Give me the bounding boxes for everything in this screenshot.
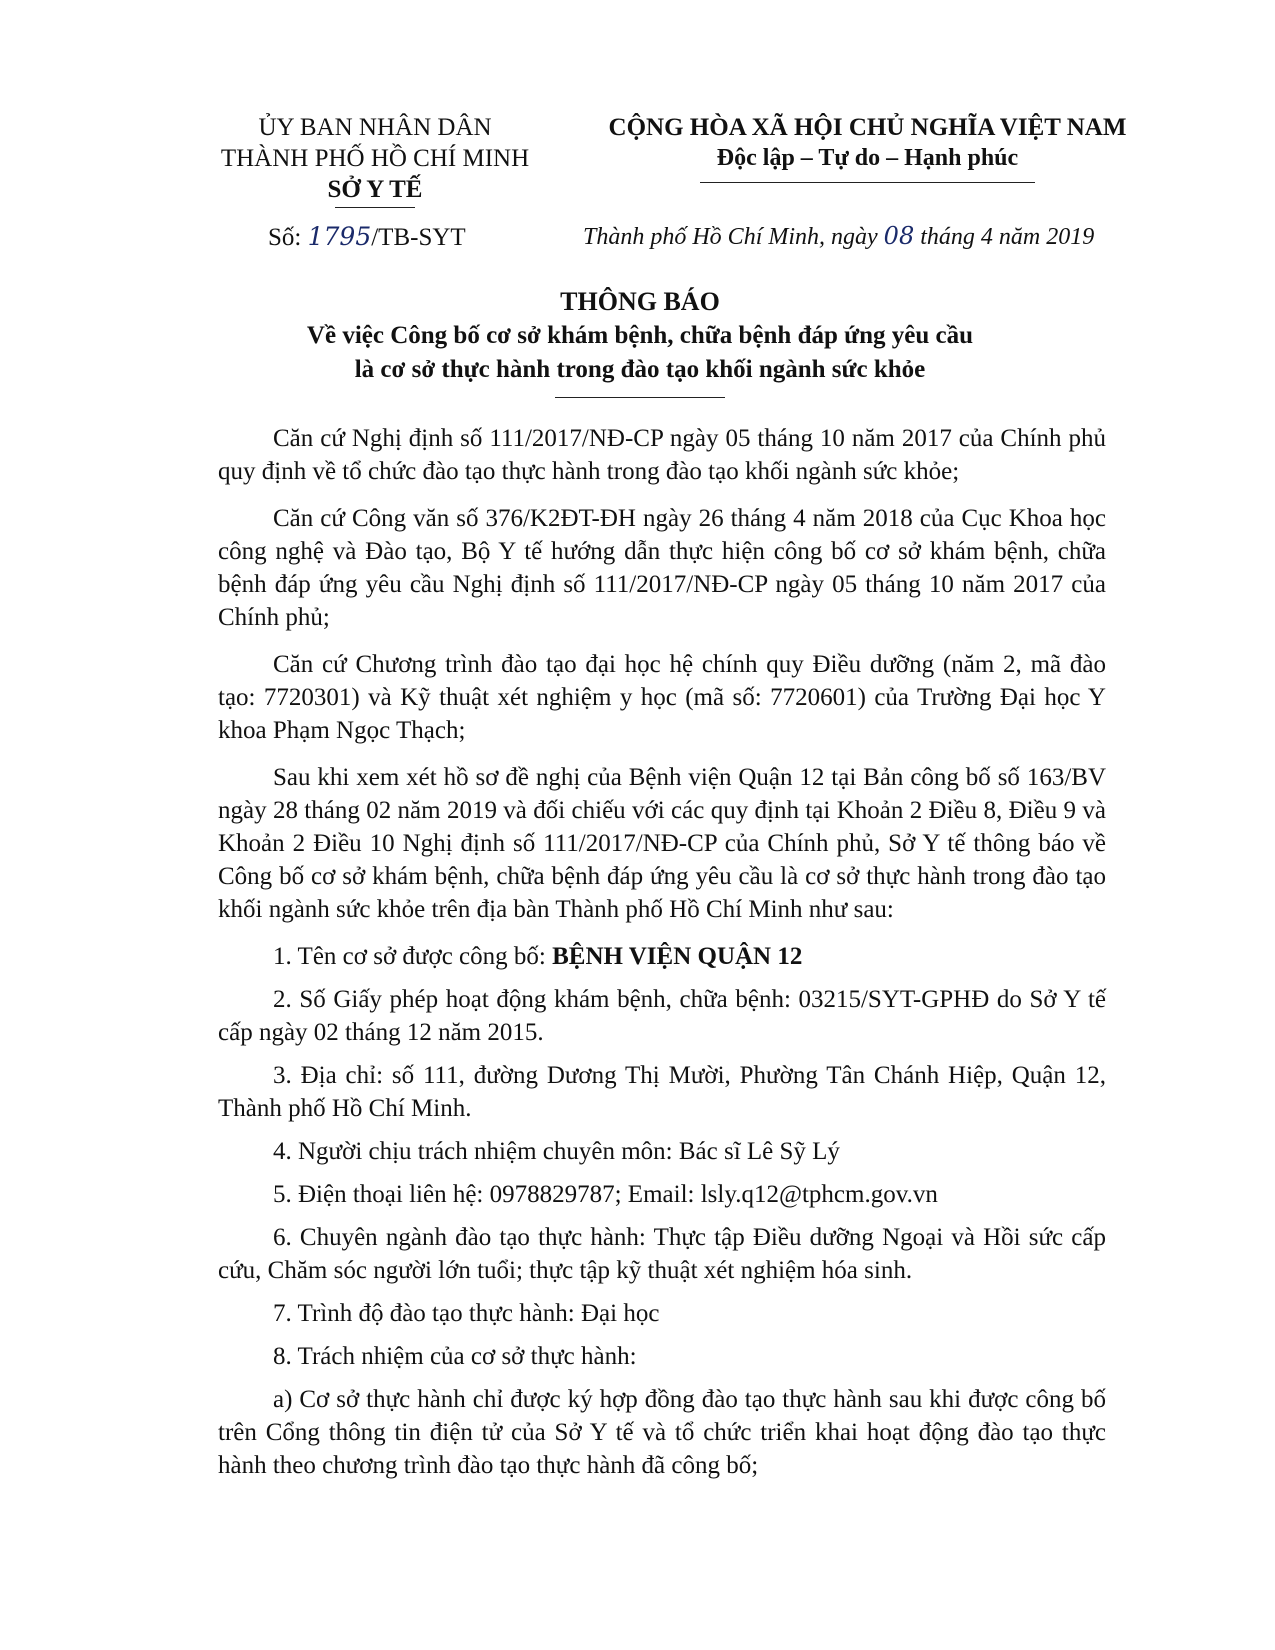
item-7: 7. Trình độ đào tạo thực hành: Đại học	[273, 1300, 660, 1327]
authority-underline	[335, 207, 415, 208]
date-before: Thành phố Hồ Chí Minh, ngày	[583, 224, 884, 250]
doc-number-prefix: Số:	[268, 224, 308, 251]
authority-line-3: SỞ Y TẾ	[327, 176, 423, 203]
item-4: 4. Người chịu trách nhiệm chuyên môn: Bác sĩ Lê Sỹ Lý	[273, 1138, 840, 1165]
authority-line-1: ỦY BAN NHÂN DÂN	[258, 114, 492, 141]
basis-paragraph-2: Căn cứ Công văn số 376/K2ĐT-ĐH ngày 26 tháng 4 năm 2018 của Cục Khoa học công nghệ và Đào tạo, Bộ Y tế hướng dẫn thực hiện công bố cơ sở khám bệnh, chữa bệnh đáp ứng yêu cầu Nghị định số 111/2017/NĐ-CP ngày 05 tháng 10 năm 2017 của Chính phủ;	[218, 505, 1106, 631]
item-8a: a) Cơ sở thực hành chỉ được ký hợp đồng đào tạo thực hành sau khi được công bố trên Cổng thông tin điện tử của Sở Y tế và tổ chức triển khai hoạt động đào tạo thực hành theo chương trình đào tạo thực hành đã công bố;	[218, 1386, 1106, 1479]
date-handwritten-day: 08	[883, 222, 915, 250]
authority-line-2: THÀNH PHỐ HỒ CHÍ MINH	[220, 145, 530, 172]
document-number	[268, 222, 466, 252]
item-1-label: 1. Tên cơ sở được công bố:	[273, 943, 553, 970]
item-2: 2. Số Giấy phép hoạt động khám bệnh, chữa bệnh: 03215/SYT-GPHĐ do Sở Y tế cấp ngày 02 tháng 12 năm 2015.	[218, 986, 1106, 1046]
item-1-value: BỆNH VIỆN QUẬN 12	[552, 943, 803, 970]
place-and-date	[583, 222, 1094, 251]
title-line-3: là cơ sở thực hành trong đào tạo khối ngành sức khỏe	[354, 356, 926, 383]
national-motto: Độc lập – Tự do – Hạnh phúc	[716, 145, 1019, 171]
basis-paragraph-4: Sau khi xem xét hồ sơ đề nghị của Bệnh viện Quận 12 tại Bản công bố số 163/BV ngày 28 tháng 02 năm 2019 và đối chiếu với các quy định tại Khoản 2 Điều 8, Điều 9 và Khoản 2 Điều 10 Nghị định số 111/2017/NĐ-CP của Chính phủ, Sở Y tế thông báo về Công bố cơ sở khám bệnh, chữa bệnh đáp ứng yêu cầu là cơ sở thực hành trong đào tạo khối ngành sức khỏe trên địa bàn Thành phố Hồ Chí Minh như sau:	[218, 764, 1106, 923]
doc-number-handwritten: 1795	[307, 222, 372, 251]
title-line-2: Về việc Công bố cơ sở khám bệnh, chữa bệnh đáp ứng yêu cầu	[306, 322, 974, 349]
item-1	[218, 940, 1106, 973]
item-6: 6. Chuyên ngành đào tạo thực hành: Thực tập Điều dưỡng Ngoại và Hồi sức cấp cứu, Chăm sóc người lớn tuổi; thực tập kỹ thuật xét nghiệm hóa sinh.	[218, 1224, 1106, 1284]
issuing-authority	[195, 112, 555, 208]
item-8: 8. Trách nhiệm của cơ sở thực hành:	[273, 1343, 637, 1370]
title-line-1: THÔNG BÁO	[560, 287, 720, 316]
basis-paragraph-3: Căn cứ Chương trình đào tạo đại học hệ chính quy Điều dưỡng (năm 2, mã đào tạo: 7720301) và Kỹ thuật xét nghiệm y học (mã số: 7720601) của Trường Đại học Y khoa Phạm Ngọc Thạch;	[218, 651, 1106, 744]
doc-number-suffix: /TB-SYT	[371, 224, 466, 251]
title-underline	[555, 397, 725, 398]
item-5: 5. Điện thoại liên hệ: 0978829787; Email: lsly.q12@tphcm.gov.vn	[273, 1181, 938, 1208]
item-3: 3. Địa chỉ: số 111, đường Dương Thị Mười, Phường Tân Chánh Hiệp, Quận 12, Thành phố Hồ Chí Minh.	[218, 1062, 1106, 1122]
document-body	[218, 422, 1106, 1492]
national-heading	[575, 112, 1160, 183]
national-title: CỘNG HÒA XÃ HỘI CHỦ NGHĨA VIỆT NAM	[608, 114, 1127, 141]
motto-underline	[700, 182, 1035, 183]
document-title	[190, 285, 1090, 398]
basis-paragraph-1: Căn cứ Nghị định số 111/2017/NĐ-CP ngày 05 tháng 10 năm 2017 của Chính phủ quy định về tổ chức đào tạo thực hành trong đào tạo khối ngành sức khỏe;	[218, 425, 1106, 485]
date-after: tháng 4 năm 2019	[914, 224, 1095, 250]
